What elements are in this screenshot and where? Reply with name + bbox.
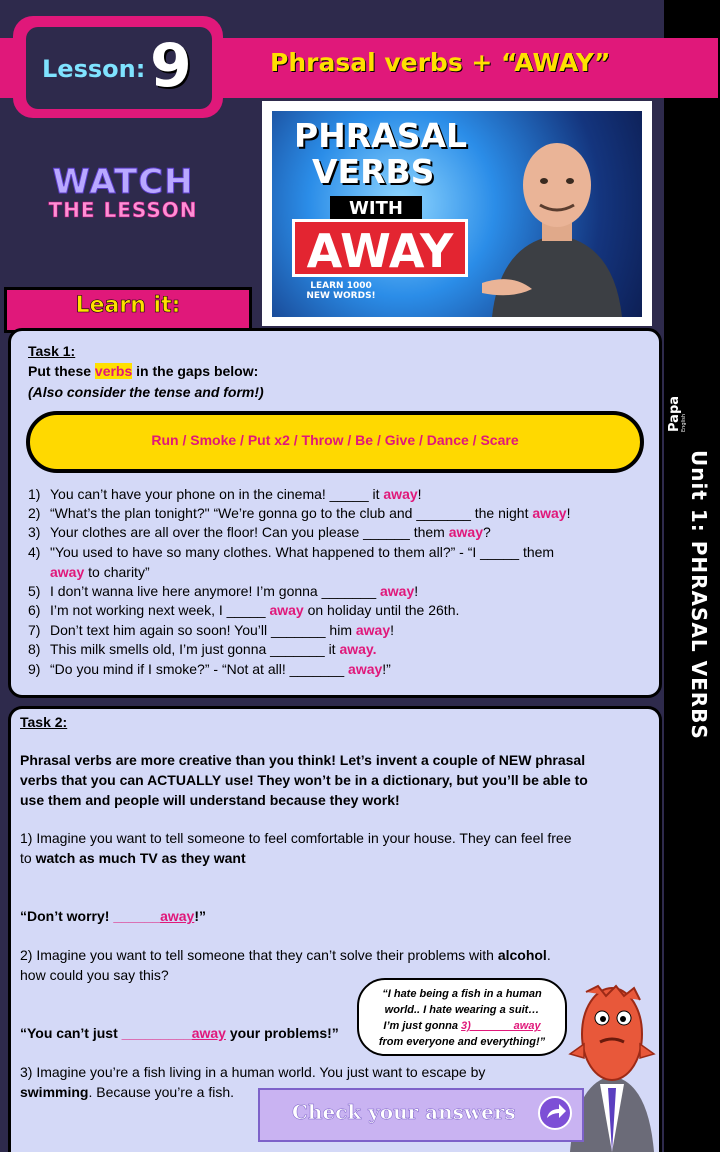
task2-q1-line2: to watch as much TV as they want — [20, 850, 246, 866]
verb-list: Run / Smoke / Put x2 / Throw / Be / Give / Dance / Scare — [151, 432, 519, 448]
task1-instruction: Put these verbs in the gaps below: — [28, 363, 259, 379]
thumb-learn-label: LEARN 1000 NEW WORDS! — [306, 281, 376, 301]
task1-item-1: 1) You can’t have your phone on in the cinema! _____ it away! — [28, 486, 422, 502]
task2-q2-answer: “You can’t just _________away your problems!” — [20, 1025, 339, 1041]
task1-item-9: 9) “Do you mind if I smoke?” - “Not at all! _______ away!” — [28, 661, 391, 677]
presenter-illustration — [472, 123, 642, 317]
task2-title: Task 2: — [20, 714, 68, 730]
lesson-title: Phrasal verbs + “AWAY” — [270, 48, 611, 77]
thumb-with-label: WITH — [330, 196, 422, 222]
task1-item-8: 8) This milk smells old, I’m just gonna _______ it away. — [28, 641, 377, 657]
task1-item-4: 4) "You used to have so many clothes. What happened to them all?” - “I _____ them — [28, 544, 555, 560]
task2-q3-line2: swimming. Because you’re a fish. — [20, 1084, 234, 1100]
unit-label: Unit 1: PHRASAL VERBS — [687, 450, 711, 740]
task1-item-4-cont: away to charity” — [50, 564, 150, 580]
watch-subheading: THE LESSON — [48, 198, 198, 222]
task2-intro-line1: Phrasal verbs are more creative than you think! Let’s invent a couple of NEW phrasal — [20, 752, 586, 768]
task2-q1-answer: “Don’t worry! ______away!” — [20, 908, 206, 924]
task1-item-5: 5) I don’t wanna live here anymore! I’m gonna _______ away! — [28, 583, 419, 599]
speech-bubble-text: “I hate being a fish in a human world.. I hate wearing a suit… I’m just gonna 3) ______ away from everyone and everything!” — [378, 988, 546, 1048]
lesson-number: 9 — [150, 31, 192, 101]
task2-q3-line1: 3) Imagine you’re a fish living in a human world. You just want to escape by — [20, 1064, 486, 1080]
thumb-away-label: AWAY — [292, 219, 468, 277]
task1-item-6: 6) I’m not working next week, I _____ away on holiday until the 26th. — [28, 602, 460, 618]
task2-intro-line2: verbs that you can ACTUALLY use! They won’t be in a dictionary, but you’ll be able to — [20, 772, 588, 788]
task2-intro-line3: use them and people will understand because they work! — [20, 792, 400, 808]
watch-heading: WATCH — [52, 162, 194, 202]
brand-logo: Papa English — [667, 395, 687, 432]
thumb-title-line1: PHRASAL — [294, 116, 468, 155]
arrow-right-icon[interactable] — [538, 1096, 572, 1130]
thumb-title-line2: VERBS — [312, 152, 435, 191]
task1-item-2: 2) “What’s the plan tonight?" “We’re gonna go to the club and _______ the night away! — [28, 505, 571, 521]
learn-it-label: Learn it: — [75, 293, 181, 318]
task1-title: Task 1: — [28, 343, 76, 359]
task2-q1-line1: 1) Imagine you want to tell someone to feel comfortable in your house. They can feel free — [20, 830, 572, 846]
task1-note: (Also consider the tense and form!) — [28, 384, 264, 400]
task2-q2-line1: 2) Imagine you want to tell someone that they can’t solve their problems with alcohol. — [20, 947, 551, 963]
check-answers-label[interactable]: Check your answers — [292, 1100, 516, 1124]
task1-item-7: 7) Don’t text him again so soon! You’ll _______ him away! — [28, 622, 395, 638]
task1-item-3: 3) Your clothes are all over the floor! Can you please ______ them away? — [28, 524, 491, 540]
task2-q2-line2: how could you say this? — [20, 967, 169, 983]
lesson-label: Lesson: — [42, 55, 146, 83]
video-thumbnail[interactable] — [272, 111, 642, 317]
